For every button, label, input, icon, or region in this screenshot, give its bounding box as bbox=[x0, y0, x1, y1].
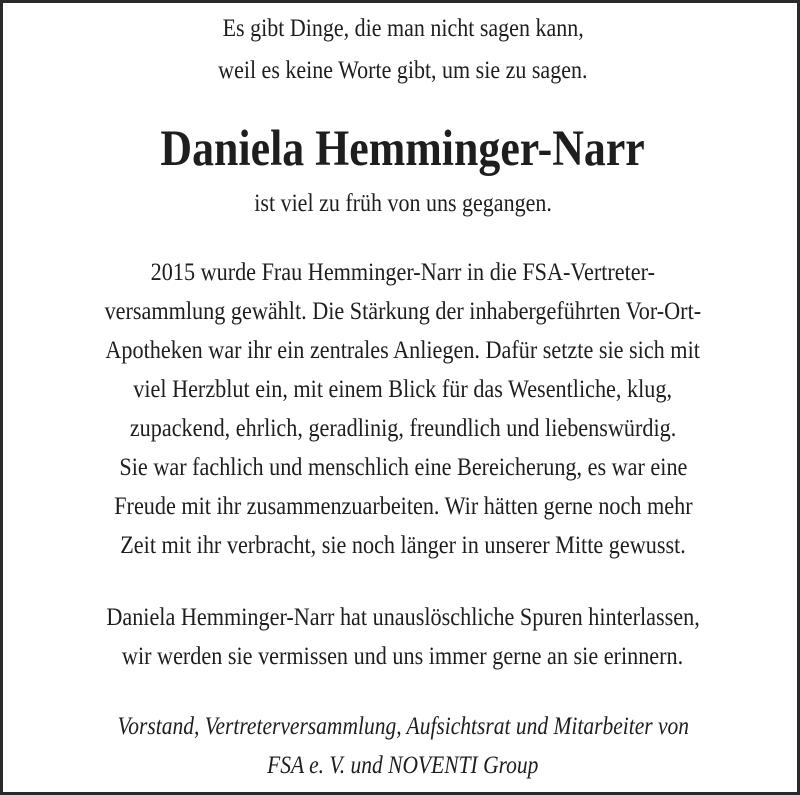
motto-line-1: Es gibt Dinge, die man nicht sagen kann, bbox=[222, 15, 584, 42]
signature-line-1: Vorstand, Vertreterversammlung, Aufsichtsrat und Mitarbeiter von bbox=[117, 713, 689, 740]
paragraph1-line-4: viel Herzblut ein, mit einem Blick für das Wesentliche, klug, bbox=[133, 374, 673, 403]
deceased-name: Daniela Hemminger-Narr bbox=[160, 121, 646, 177]
paragraph2-line-2: wir werden sie vermissen und uns immer gerne an sie erinnern. bbox=[122, 641, 684, 670]
paragraph1-line-7: Freude mit ihr zusammenzuarbeiten. Wir hätten gerne noch mehr bbox=[113, 491, 693, 520]
paragraph1-line-8: Zeit mit ihr verbracht, sie noch länger in unserer Mitte gewusst. bbox=[120, 530, 686, 559]
motto-line-2: weil es keine Worte gibt, um sie zu sagen. bbox=[218, 57, 588, 84]
paragraph2-line-1: Daniela Hemminger-Narr hat unauslöschliche Spuren hinterlassen, bbox=[106, 602, 700, 631]
signature-line-2: FSA e. V. und NOVENTI Group bbox=[267, 752, 539, 779]
paragraph1-line-1: 2015 wurde Frau Hemminger-Narr in die FSA-Vertreter- bbox=[150, 257, 656, 286]
paragraph1-line-5: zupackend, ehrlich, geradlinig, freundlich und liebenswürdig. bbox=[129, 413, 677, 442]
paragraph1-line-2: versammlung gewählt. Die Stärkung der inhabergeführten Vor-Ort- bbox=[104, 296, 702, 325]
paragraph1-line-6: Sie war fachlich und menschlich eine Bereicherung, es war eine bbox=[119, 452, 687, 481]
subtitle: ist viel zu früh von uns gegangen. bbox=[254, 190, 552, 217]
paragraph1-line-3: Apotheken war ihr ein zentrales Anliegen. Dafür setzte sie sich mit bbox=[105, 335, 701, 364]
